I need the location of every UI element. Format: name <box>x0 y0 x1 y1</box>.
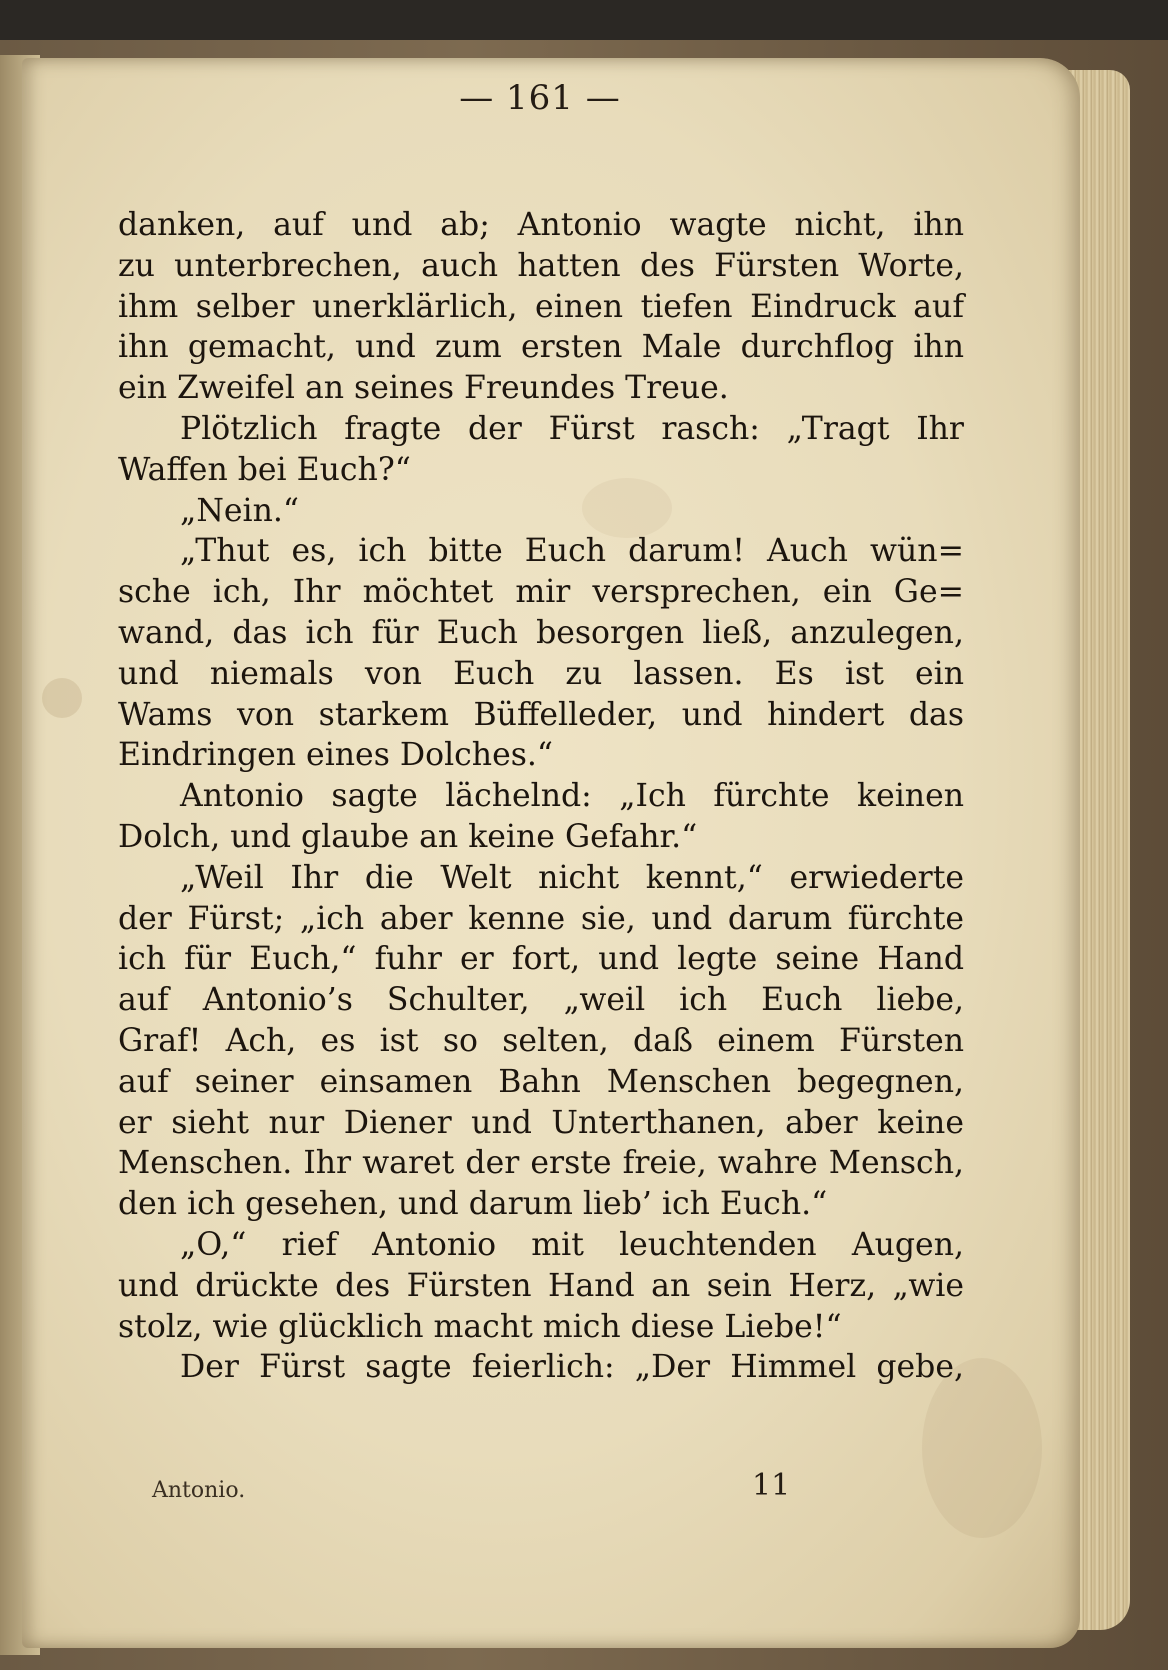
text-line: ihn gemacht, und zum ersten Male durchflog ihn <box>118 329 964 366</box>
text-line: Wams von starkem Büffelleder, und hindert das <box>118 696 964 733</box>
text-line: der Fürst; „ich aber kenne sie, und darum fürchte <box>118 900 964 937</box>
text-line: Antonio sagte lächelnd: „Ich fürchte keinen <box>180 778 964 815</box>
text-line: Graf! Ach, es ist so selten, daß einem Fürsten <box>118 1022 964 1059</box>
text-line: „Thut es, ich bitte Euch darum! Auch wün= <box>180 533 964 570</box>
text-line: „Nein.“ <box>180 492 300 529</box>
text-line: Eindringen eines Dolches.“ <box>118 737 554 774</box>
text-line: sche ich, Ihr möchtet mir versprechen, ein Ge= <box>118 574 964 611</box>
text-line: ihm selber unerklärlich, einen tiefen Eindruck auf <box>118 288 964 325</box>
text-line: stolz, wie glücklich macht mich diese Liebe!“ <box>118 1308 842 1345</box>
text-line: auf seiner einsamen Bahn Menschen begegnen, <box>118 1063 964 1100</box>
text-line: ich für Euch,“ fuhr er fort, und legte seine Hand <box>118 941 964 978</box>
text-line: Plötzlich fragte der Fürst rasch: „Tragt Ihr <box>180 410 964 447</box>
body-text <box>118 205 964 1388</box>
text-line: und drückte des Fürsten Hand an sein Herz, „wie <box>118 1267 964 1304</box>
text-line: ein Zweifel an seines Freundes Treue. <box>118 370 729 407</box>
text-line: Menschen. Ihr waret der erste freie, wahre Mensch, <box>118 1145 964 1182</box>
text-line: den ich gesehen, und darum lieb’ ich Euch.“ <box>118 1186 828 1223</box>
text-line: wand, das ich für Euch besorgen ließ, anzulegen, <box>118 614 964 651</box>
text-line: „O,“ rief Antonio mit leuchtenden Augen, <box>180 1226 964 1263</box>
footer-title: Antonio. <box>152 1478 246 1503</box>
page-stain <box>42 678 82 718</box>
text-line: auf Antonio’s Schulter, „weil ich Euch liebe, <box>118 982 964 1019</box>
text-line: Dolch, und glaube an keine Gefahr.“ <box>118 818 698 855</box>
text-line: „Weil Ihr die Welt nicht kennt,“ erwiederte <box>180 859 964 896</box>
text-line: Der Fürst sagte feierlich: „Der Himmel gebe, <box>180 1349 964 1386</box>
text-line: er sieht nur Diener und Unterthanen, aber keine <box>118 1104 964 1141</box>
text-line: Waffen bei Euch?“ <box>118 451 411 488</box>
text-line: danken, auf und ab; Antonio wagte nicht, ihn <box>118 207 964 243</box>
page-number: — 161 — <box>459 78 621 118</box>
signature-mark: 11 <box>752 1468 791 1503</box>
text-line: zu unterbrechen, auch hatten des Fürsten Worte, <box>118 247 964 284</box>
text-line: und niemals von Euch zu lassen. Es ist ein <box>118 655 964 692</box>
